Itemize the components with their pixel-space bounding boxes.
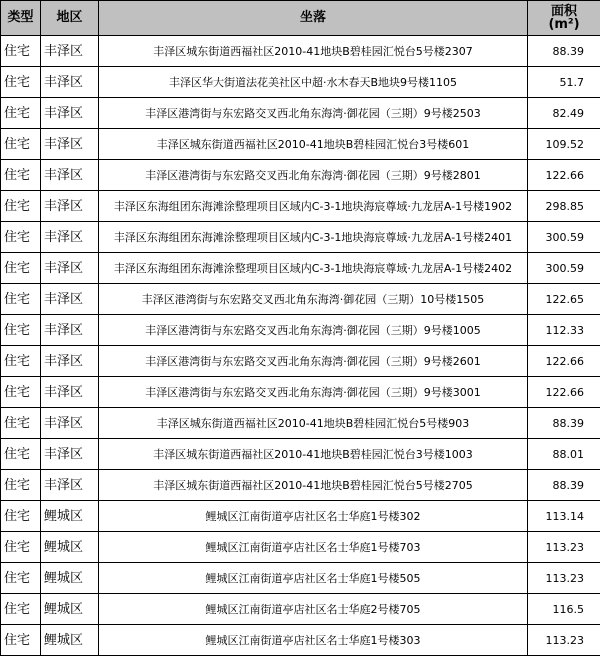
cell-type: 住宅 bbox=[1, 222, 41, 253]
table-row bbox=[1, 98, 600, 129]
header-area bbox=[528, 1, 600, 36]
cell-district: 丰泽区 bbox=[41, 67, 99, 98]
header-location: 坐落 bbox=[99, 1, 528, 36]
cell-district: 丰泽区 bbox=[41, 284, 99, 315]
cell-district: 丰泽区 bbox=[41, 129, 99, 160]
table-row bbox=[1, 284, 600, 315]
table-row bbox=[1, 439, 600, 470]
header-district: 地区 bbox=[41, 1, 99, 36]
table-row bbox=[1, 160, 600, 191]
table-row bbox=[1, 36, 600, 67]
cell-area: 298.85 bbox=[528, 191, 600, 222]
cell-location: 丰泽区华大街道法花美社区中超·水木春天B地块9号楼1105 bbox=[99, 67, 528, 98]
cell-district: 丰泽区 bbox=[41, 222, 99, 253]
cell-type: 住宅 bbox=[1, 129, 41, 160]
cell-location: 丰泽区港湾街与东宏路交叉西北角东海湾·御花园（三期）9号楼2801 bbox=[99, 160, 528, 191]
cell-area: 88.01 bbox=[528, 439, 600, 470]
table-row bbox=[1, 594, 600, 625]
cell-type: 住宅 bbox=[1, 532, 41, 563]
cell-location: 丰泽区港湾街与东宏路交叉西北角东海湾·御花园（三期）9号楼3001 bbox=[99, 377, 528, 408]
cell-district: 丰泽区 bbox=[41, 470, 99, 501]
cell-district: 鲤城区 bbox=[41, 563, 99, 594]
cell-area: 112.33 bbox=[528, 315, 600, 346]
cell-district: 丰泽区 bbox=[41, 408, 99, 439]
cell-area: 122.66 bbox=[528, 346, 600, 377]
table-row bbox=[1, 191, 600, 222]
cell-district: 丰泽区 bbox=[41, 253, 99, 284]
cell-area: 122.66 bbox=[528, 377, 600, 408]
cell-location: 丰泽区城东街道西福社区2010-41地块B碧桂园汇悦台3号楼601 bbox=[99, 129, 528, 160]
cell-area: 300.59 bbox=[528, 253, 600, 284]
cell-type: 住宅 bbox=[1, 594, 41, 625]
cell-location: 鲤城区江南街道亭店社区名士华庭1号楼505 bbox=[99, 563, 528, 594]
table-row bbox=[1, 315, 600, 346]
header-type: 类型 bbox=[1, 1, 41, 36]
header-area-unit: (m²) bbox=[528, 18, 600, 31]
cell-type: 住宅 bbox=[1, 470, 41, 501]
cell-location: 鲤城区江南街道亭店社区名士华庭1号楼302 bbox=[99, 501, 528, 532]
cell-area: 88.39 bbox=[528, 36, 600, 67]
header-area-label: 面积 bbox=[528, 5, 600, 18]
cell-type: 住宅 bbox=[1, 253, 41, 284]
table-row bbox=[1, 470, 600, 501]
cell-area: 113.23 bbox=[528, 532, 600, 563]
cell-district: 丰泽区 bbox=[41, 36, 99, 67]
cell-area: 88.39 bbox=[528, 470, 600, 501]
cell-district: 丰泽区 bbox=[41, 191, 99, 222]
cell-type: 住宅 bbox=[1, 625, 41, 656]
cell-area: 113.23 bbox=[528, 625, 600, 656]
cell-area: 122.66 bbox=[528, 160, 600, 191]
cell-district: 丰泽区 bbox=[41, 439, 99, 470]
cell-area: 300.59 bbox=[528, 222, 600, 253]
cell-type: 住宅 bbox=[1, 191, 41, 222]
cell-area: 113.23 bbox=[528, 563, 600, 594]
cell-area: 109.52 bbox=[528, 129, 600, 160]
table-row bbox=[1, 625, 600, 656]
cell-type: 住宅 bbox=[1, 501, 41, 532]
cell-location: 丰泽区城东街道西福社区2010-41地块B碧桂园汇悦台5号楼2705 bbox=[99, 470, 528, 501]
cell-location: 丰泽区东海组团东海滩涂整理项目区域内C-3-1地块海宸尊域·九龙居A-1号楼2402 bbox=[99, 253, 528, 284]
cell-type: 住宅 bbox=[1, 439, 41, 470]
cell-area: 82.49 bbox=[528, 98, 600, 129]
cell-district: 丰泽区 bbox=[41, 346, 99, 377]
table-row bbox=[1, 129, 600, 160]
table-row bbox=[1, 377, 600, 408]
table-row bbox=[1, 532, 600, 563]
cell-type: 住宅 bbox=[1, 98, 41, 129]
cell-type: 住宅 bbox=[1, 408, 41, 439]
cell-location: 鲤城区江南街道亭店社区名士华庭2号楼705 bbox=[99, 594, 528, 625]
cell-area: 88.39 bbox=[528, 408, 600, 439]
table-row bbox=[1, 501, 600, 532]
cell-district: 丰泽区 bbox=[41, 98, 99, 129]
cell-location: 丰泽区城东街道西福社区2010-41地块B碧桂园汇悦台5号楼2307 bbox=[99, 36, 528, 67]
cell-location: 丰泽区港湾街与东宏路交叉西北角东海湾·御花园（三期）9号楼2503 bbox=[99, 98, 528, 129]
cell-location: 丰泽区城东街道西福社区2010-41地块B碧桂园汇悦台3号楼1003 bbox=[99, 439, 528, 470]
header-row bbox=[1, 1, 600, 36]
cell-type: 住宅 bbox=[1, 377, 41, 408]
cell-location: 丰泽区港湾街与东宏路交叉西北角东海湾·御花园（三期）10号楼1505 bbox=[99, 284, 528, 315]
cell-type: 住宅 bbox=[1, 67, 41, 98]
table-row bbox=[1, 253, 600, 284]
cell-type: 住宅 bbox=[1, 346, 41, 377]
cell-district: 丰泽区 bbox=[41, 377, 99, 408]
cell-type: 住宅 bbox=[1, 563, 41, 594]
table-row bbox=[1, 222, 600, 253]
table-row bbox=[1, 408, 600, 439]
table-row bbox=[1, 563, 600, 594]
cell-area: 113.14 bbox=[528, 501, 600, 532]
cell-location: 丰泽区东海组团东海滩涂整理项目区域内C-3-1地块海宸尊域·九龙居A-1号楼2401 bbox=[99, 222, 528, 253]
cell-district: 鲤城区 bbox=[41, 625, 99, 656]
cell-location: 鲤城区江南街道亭店社区名士华庭1号楼303 bbox=[99, 625, 528, 656]
cell-district: 鲤城区 bbox=[41, 532, 99, 563]
cell-type: 住宅 bbox=[1, 315, 41, 346]
cell-district: 丰泽区 bbox=[41, 160, 99, 191]
cell-location: 丰泽区东海组团东海滩涂整理项目区域内C-3-1地块海宸尊域·九龙居A-1号楼1902 bbox=[99, 191, 528, 222]
cell-area: 122.65 bbox=[528, 284, 600, 315]
table-row bbox=[1, 67, 600, 98]
cell-location: 丰泽区港湾街与东宏路交叉西北角东海湾·御花园（三期）9号楼2601 bbox=[99, 346, 528, 377]
cell-location: 鲤城区江南街道亭店社区名士华庭1号楼703 bbox=[99, 532, 528, 563]
cell-district: 丰泽区 bbox=[41, 315, 99, 346]
cell-location: 丰泽区港湾街与东宏路交叉西北角东海湾·御花园（三期）9号楼1005 bbox=[99, 315, 528, 346]
cell-type: 住宅 bbox=[1, 36, 41, 67]
cell-district: 鲤城区 bbox=[41, 501, 99, 532]
table-row bbox=[1, 346, 600, 377]
cell-area: 116.5 bbox=[528, 594, 600, 625]
cell-type: 住宅 bbox=[1, 284, 41, 315]
cell-location: 丰泽区城东街道西福社区2010-41地块B碧桂园汇悦台5号楼903 bbox=[99, 408, 528, 439]
cell-district: 鲤城区 bbox=[41, 594, 99, 625]
cell-area: 51.7 bbox=[528, 67, 600, 98]
cell-type: 住宅 bbox=[1, 160, 41, 191]
